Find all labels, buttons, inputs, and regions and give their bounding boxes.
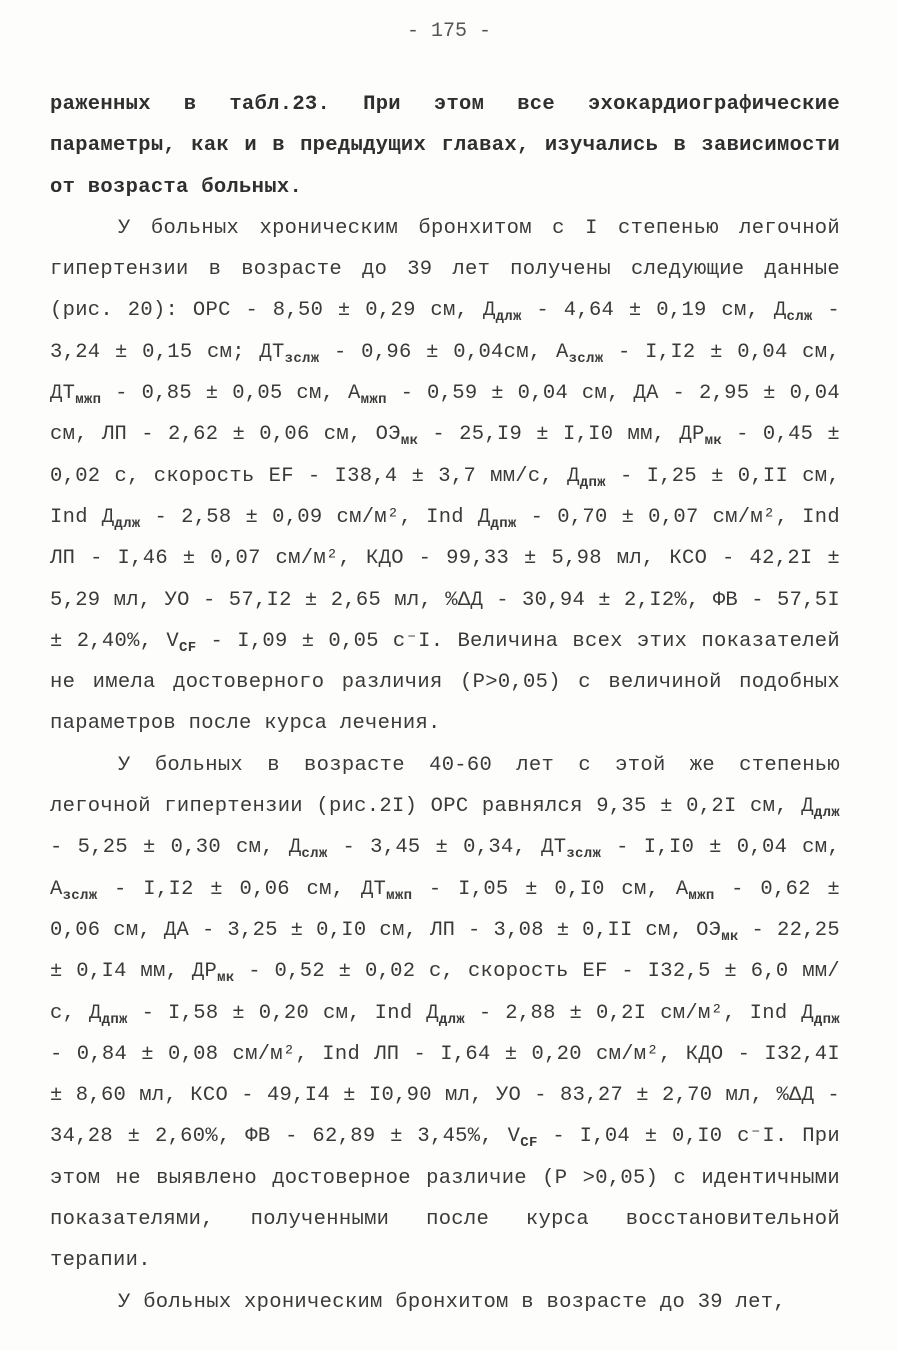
paragraph-3: У больных в возрасте 40-60 лет с этой же степенью легочной гипертензии (рис.2I) ОРС равнялся 9,35 ± 0,2I см, $Д_{длж} - 5,25 \pm 0,30$ см, $Д_{слж} - 3,45 \pm 0,34$, $ДТ_{зслж} - I,I0 \pm 0,04$ см, $А_{зслж} - I,I2 \pm 0,06$ см, $ДТ_{мжп} - I,05 \pm 0,I0$ см, $А_{мжп} - 0,62 \pm 0,06$ см, ДА - 3,25 ± 0,I0 см, ЛП - 3,08 ± 0,II см, $ОЭ_{мк} - 22,25 \pm 0,I4$ мм, $ДР_{мк} - 0,52 \pm 0,02$ с, скорость EF - I32,5 ± 6,0 мм/с, $Д_{дпж} - I,58 \pm 0,20$ см, Ind $Д_{длж} - 2,88 \pm 0,2I$ см/м², Ind $Д_{дпж} - 0,84 \pm 0,08$ см/м², Ind ЛП - I,64 ± 0,20 см/м², КДО - I32,4I ± 8,60 мл, КСО - 49,I4 ± I0,90 мл, УО - 83,27 ± 2,70 мл, %ΔД - 34,28 ± 2,60%, ФВ - 62,89 ± 3,45%, $V_{CF} - I,04 \pm 0,I0$ с⁻I. При этом не выявлено достоверное различие (P >0,05) с идентичными показателями, полученными после курса восстановительной терапии. [50, 753, 841, 1273]
body-text [50, 84, 840, 1323]
paragraph-1: раженных в табл.23. При этом все эхокардиографические параметры, как и в предыдущих главах, изучались в зависимости от возраста больных. [50, 93, 840, 199]
paragraph-4: У больных хроническим бронхитом в возрасте до 39 лет, [118, 1290, 786, 1314]
paragraph-2: У больных хроническим бронхитом с I степенью легочной гипертензии в возрасте до 39 лет получены следующие данные (рис. 20): ОРС - 8,50 ± 0,29 см, $Д_{длж} - 4,64 \pm 0,19$ см, $Д_{слж} - 3,24 \pm 0,15$ см; $ДТ_{зслж} - 0,96 \pm 0,04см$, $А_{зслж} - I,I2 \pm 0,04$ см, $ДТ_{мжп} - 0,85 \pm 0,05$ см, $А_{мжп} - 0,59 \pm 0,04$ см, ДА - 2,95 ± 0,04 см, ЛП - 2,62 ± 0,06 см, $ОЭ_{мк} - 25,I9 \pm I,I0$ мм, $ДР_{мк} - 0,45 \pm 0,02$ с, скорость EF - I38,4 ± 3,7 мм/с, $Д_{дпж} - I,25 \pm 0,II$ см, Ind $Д_{длж} - 2,58 \pm 0,09$ см/м², Ind $Д_{дпж} - 0,70 \pm 0,07$ см/м², Ind ЛП - I,46 ± 0,07 см/м², КДО - 99,33 ± 5,98 мл, КСО - 42,2I ± 5,29 мл, УО - 57,I2 ± 2,65 мл, %ΔД - 30,94 ± 2,I2%, ФВ - 57,5I ± 2,40%, $V_{CF} - I,09 \pm 0,05$ с⁻I. Величина всех этих показателей не имела достоверного различия (P>0,05) с величиной подобных параметров после курса лечения. [50, 216, 840, 736]
page-number: - 175 - [406, 20, 491, 43]
